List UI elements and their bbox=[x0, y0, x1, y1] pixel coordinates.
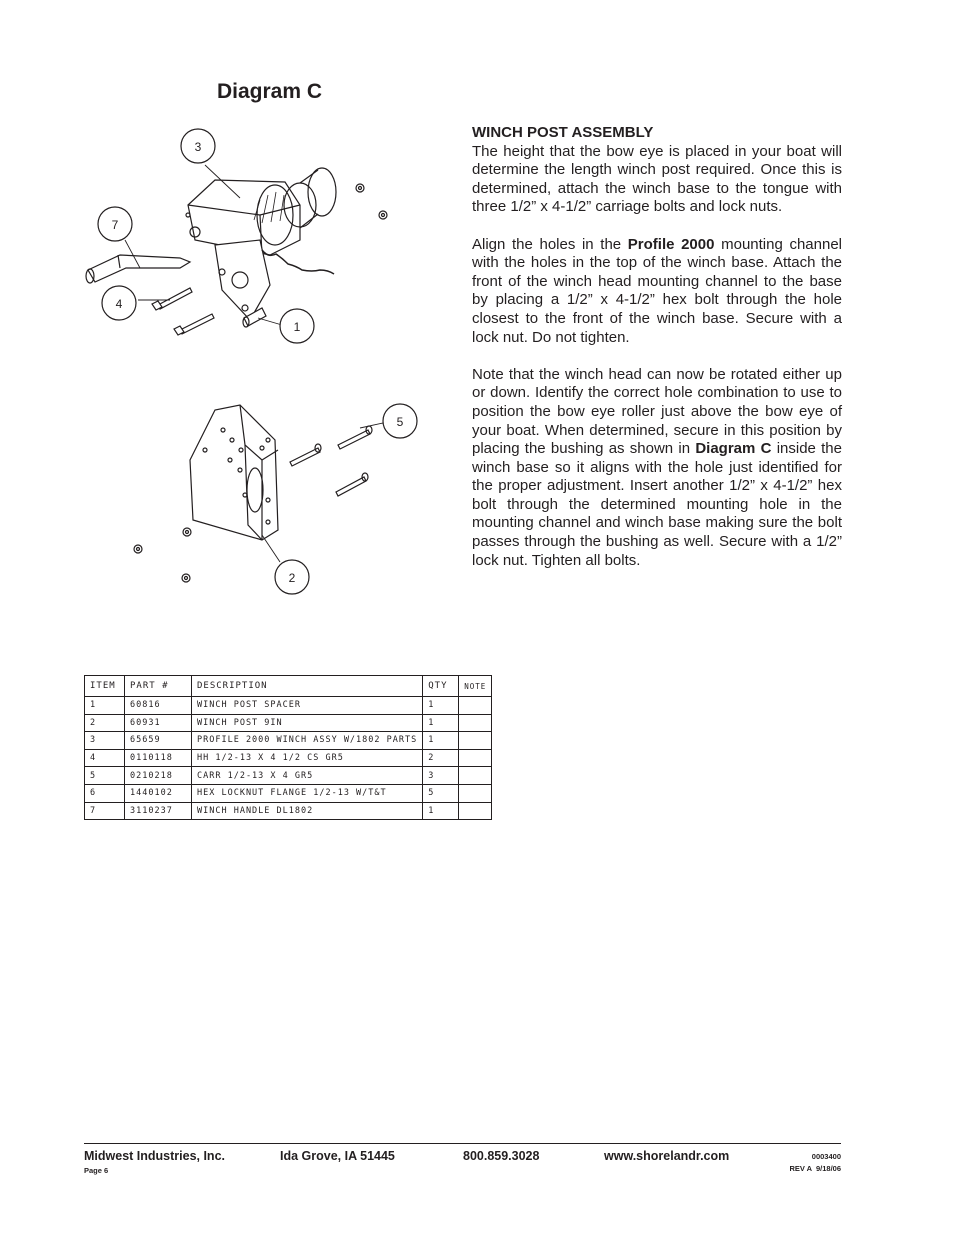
paragraph-1-text: The height that the bow eye is placed in your boat will determine the length winch post required. Once this is determined, attach the winch base to the tongue with three 1/2” x 4-1/2” carriage bolts and lock nuts. bbox=[472, 142, 842, 216]
cell-item: 1 bbox=[85, 697, 125, 715]
callout-4-label: 4 bbox=[115, 297, 123, 311]
cell-part: 1440102 bbox=[125, 784, 192, 802]
table-row bbox=[85, 714, 492, 732]
cell-note bbox=[459, 802, 492, 820]
header-item: ITEM bbox=[85, 676, 125, 697]
header-note: NOTE bbox=[459, 676, 492, 697]
header-part: PART # bbox=[125, 676, 192, 697]
carriage-bolt-drawings bbox=[290, 426, 372, 496]
profile-2000-bold: Profile 2000 bbox=[627, 235, 715, 253]
cell-part: 65659 bbox=[125, 732, 192, 750]
locknut-drawings-bottom bbox=[134, 528, 191, 582]
paragraph-2-text-c: mounting channel with the holes in the top of the winch base. Attach the front of the winch head mounting channel to the base by placing a 1/2” x 4-1/2” hex bolt through the hole closest to the front of the winch base. Secure with a lock nut. Do not tighten. bbox=[472, 235, 842, 346]
page-footer bbox=[84, 1143, 841, 1175]
cell-qty: 5 bbox=[423, 784, 459, 802]
cell-note bbox=[459, 749, 492, 767]
diagram-title: Diagram C bbox=[217, 80, 323, 103]
footer-website[interactable]: www.shorelandr.com bbox=[604, 1149, 730, 1163]
table-row bbox=[85, 732, 492, 750]
table-row bbox=[85, 749, 492, 767]
diagram-c-bold: Diagram C bbox=[695, 440, 772, 458]
cell-part: 0210218 bbox=[125, 767, 192, 785]
cell-description: WINCH HANDLE DL1802 bbox=[192, 802, 423, 820]
cell-qty: 2 bbox=[423, 749, 459, 767]
parts-table bbox=[84, 675, 492, 820]
footer-revision: REV A 9/18/06 bbox=[789, 1164, 841, 1173]
cell-item: 4 bbox=[85, 749, 125, 767]
instructions-column bbox=[472, 124, 842, 589]
cell-qty: 1 bbox=[423, 802, 459, 820]
table-row bbox=[85, 784, 492, 802]
table-row bbox=[85, 767, 492, 785]
footer-company: Midwest Industries, Inc. bbox=[84, 1149, 225, 1163]
hex-bolt-drawings bbox=[152, 288, 214, 335]
cell-description: PROFILE 2000 WINCH ASSY W/1802 PARTS bbox=[192, 732, 423, 750]
cell-part: 0110118 bbox=[125, 749, 192, 767]
cell-note bbox=[459, 767, 492, 785]
cell-item: 5 bbox=[85, 767, 125, 785]
section-heading: WINCH POST ASSEMBLY bbox=[472, 124, 654, 141]
winch-handle-drawing bbox=[86, 255, 190, 283]
paragraph-2 bbox=[472, 236, 842, 348]
cell-note bbox=[459, 732, 492, 750]
callout-3-label: 3 bbox=[194, 140, 202, 154]
cell-description: WINCH POST 9IN bbox=[192, 714, 423, 732]
callout-7-label: 7 bbox=[111, 218, 119, 232]
paragraph-3-text-c: inside the winch base so it aligns with the hole just identified for the proper adjustment. Insert another 1/2” x 4-1/2” hex bolt through the determined mounting hole in the mounting channel and winch base making sure the bolt passes through the bushing as well. Secure with a 1/2” lock nut. Tighten all bolts. bbox=[472, 440, 842, 569]
cell-qty: 1 bbox=[423, 697, 459, 715]
table-row bbox=[85, 802, 492, 820]
cell-note bbox=[459, 714, 492, 732]
footer-doc-number: 0003400 bbox=[811, 1152, 841, 1161]
cell-item: 7 bbox=[85, 802, 125, 820]
winch-post-base-drawing bbox=[190, 405, 278, 540]
winch-post-diagram bbox=[70, 115, 450, 605]
cell-qty: 1 bbox=[423, 714, 459, 732]
cell-description: CARR 1/2-13 X 4 GR5 bbox=[192, 767, 423, 785]
footer-city: Ida Grove, IA 51445 bbox=[280, 1149, 395, 1163]
cell-description: WINCH POST SPACER bbox=[192, 697, 423, 715]
cell-item: 6 bbox=[85, 784, 125, 802]
header-qty: QTY bbox=[423, 676, 459, 697]
callout-1-label: 1 bbox=[293, 320, 301, 334]
cell-item: 2 bbox=[85, 714, 125, 732]
locknut-drawings-top bbox=[356, 184, 387, 219]
cell-item: 3 bbox=[85, 732, 125, 750]
cell-qty: 1 bbox=[423, 732, 459, 750]
paragraph-2-text-a: Align the holes in the bbox=[472, 235, 628, 253]
cell-note bbox=[459, 697, 492, 715]
cell-qty: 3 bbox=[423, 767, 459, 785]
cell-part: 3110237 bbox=[125, 802, 192, 820]
paragraph-3-text-a: Note that the winch head can now be rotated either up or down. Identify the correct hole combination to use to position the bow eye roller just above the bow eye of your boat. When determined, secure in this position by placing the bushing as shown in bbox=[472, 365, 842, 458]
table-row bbox=[85, 697, 492, 715]
cell-part: 60816 bbox=[125, 697, 192, 715]
callout-2-label: 2 bbox=[288, 571, 296, 585]
callout-5-label: 5 bbox=[396, 415, 404, 429]
footer-page: Page 6 bbox=[84, 1166, 109, 1175]
header-description: DESCRIPTION bbox=[192, 676, 423, 697]
cell-part: 60931 bbox=[125, 714, 192, 732]
paragraph-3 bbox=[472, 366, 842, 571]
footer-phone: 800.859.3028 bbox=[463, 1149, 540, 1163]
cell-description: HEX LOCKNUT FLANGE 1/2-13 W/T&T bbox=[192, 784, 423, 802]
paragraph-1 bbox=[472, 124, 842, 217]
cell-description: HH 1/2-13 X 4 1/2 CS GR5 bbox=[192, 749, 423, 767]
cell-note bbox=[459, 784, 492, 802]
winch-assembly-drawing bbox=[186, 168, 336, 320]
table-header-row bbox=[85, 676, 492, 697]
